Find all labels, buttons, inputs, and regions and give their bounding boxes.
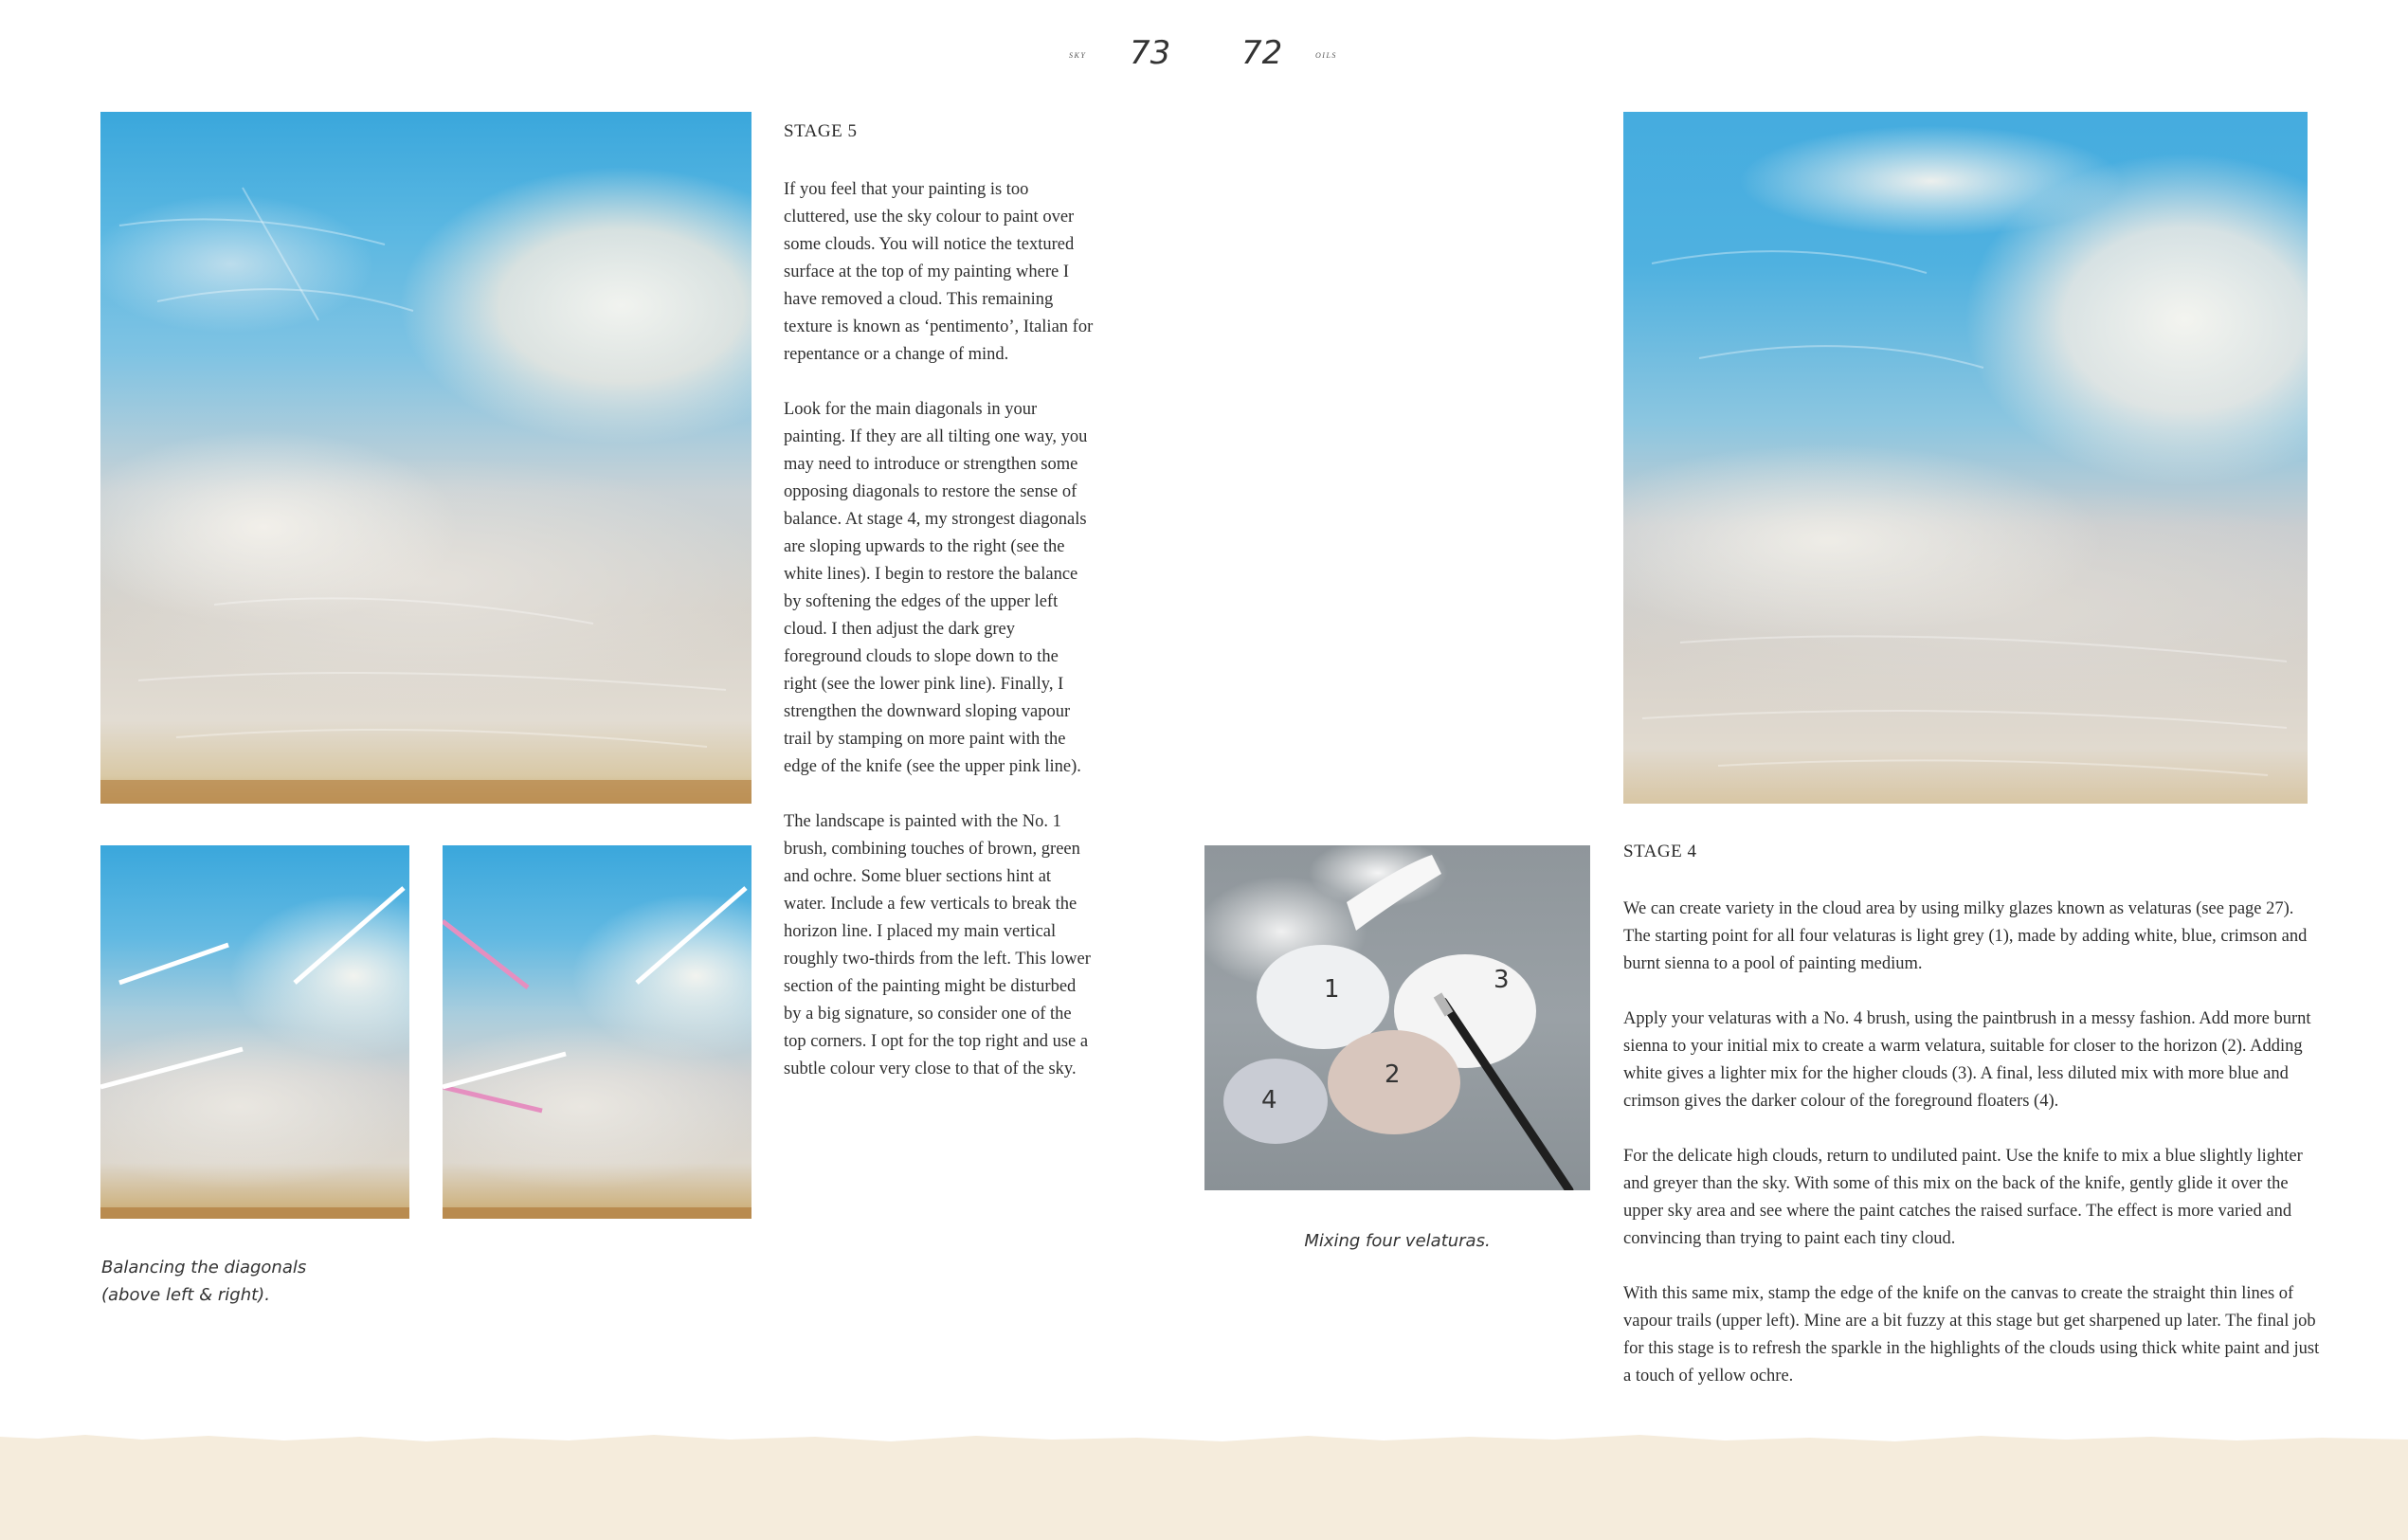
paragraph: Apply your velaturas with a No. 4 brush, using the paintbrush in a messy fashion. Add more burnt sienna to your initial mix to create a warm velatura, suitable for closer to the horizon (2). Adding white gives a lighter mix for the higher clouds (3). A final, less diluted mix with more blue and crimson gives the darker colour of the foreground floaters (4). bbox=[1623, 1009, 2311, 1111]
palette-label-1: 1 bbox=[1324, 975, 1340, 1004]
stage-5-text bbox=[784, 176, 1095, 1111]
paragraph: The landscape is painted with the No. 1 brush, combining touches of brown, green and ochre. Some bluer sections hint at water. Include a few verticals to break the horizon line. I placed my main vertical roughly two-thirds from the left. This lower section of the painting might be disturbed by a big signature, so consider one of the top corners. I opt for the top right and use a subtle colour very close to that of the sky. bbox=[784, 812, 1091, 1078]
palette-caption: Mixing four velaturas. bbox=[1304, 1231, 1491, 1251]
painting-texture bbox=[100, 112, 751, 804]
paragraph: We can create variety in the cloud area by using milky glazes known as velaturas (see page 27). The starting point for all four velaturas is light grey (1), made by adding white, blue, crimson and burnt sienna to a pool of painting medium. bbox=[1623, 899, 2308, 973]
stage-5-heading: STAGE 5 bbox=[784, 121, 858, 141]
diagonals-right-painting bbox=[443, 845, 751, 1219]
diagonal-lines-white bbox=[100, 845, 409, 1219]
velatura-palette-photo bbox=[1204, 845, 1590, 1190]
stage-4-painting bbox=[1623, 112, 2308, 804]
palette-label-4: 4 bbox=[1261, 1086, 1277, 1114]
caption-line: (above left & right). bbox=[101, 1285, 270, 1305]
palette-mixes bbox=[1204, 845, 1590, 1190]
paragraph: Look for the main diagonals in your painting. If they are all tilting one way, you may need to introduce or strengthen some opposing diagonals to restore the sense of balance. At stage 4, my strongest diagonals are sloping upwards to the right (see the white lines). I begin to restore the balance by softening the edges of the upper left cloud. I then adjust the dark grey foreground clouds to slope down to the right (see the lower pink line). Finally, I strengthen the downward sloping vapour trail by stamping on more paint with the edge of the knife (see the upper pink line). bbox=[784, 400, 1088, 776]
caption-line: Balancing the diagonals bbox=[101, 1258, 307, 1277]
running-head-right-label: oils bbox=[1315, 47, 1337, 61]
stage-4-heading: STAGE 4 bbox=[1623, 842, 1697, 861]
running-head-left-label: sky bbox=[1069, 47, 1087, 61]
diagonals-caption bbox=[101, 1254, 414, 1309]
paragraph: For the delicate high clouds, return to undiluted paint. Use the knife to mix a blue slightly lighter and greyer than the sky. With some of this mix on the back of the knife, gently glide it over the upper sky area and see where the paint catches the raised surface. The effect is more varied and convincing than trying to paint each tiny cloud. bbox=[1623, 1147, 2303, 1248]
paragraph: With this same mix, stamp the edge of the knife on the canvas to create the straight thin lines of vapour trails (upper left). Mine are a bit fuzzy at this stage but get sharpened up later. The final job for this stage is to refresh the sparkle in the highlights of the clouds using thick white paint and just a touch of yellow ochre. bbox=[1623, 1284, 2320, 1386]
torn-paper-edge bbox=[0, 1429, 2408, 1448]
palette-label-2: 2 bbox=[1385, 1060, 1401, 1089]
painting-texture bbox=[1623, 112, 2308, 804]
stage-5-painting bbox=[100, 112, 751, 804]
paragraph: If you feel that your painting is too cluttered, use the sky colour to paint over some clouds. You will notice the textured surface at the top of my painting where I have removed a cloud. This remaining texture is known as ‘pentimento’, Italian for repentance or a change of mind. bbox=[784, 180, 1094, 364]
stage-4-text bbox=[1623, 896, 2320, 1418]
torn-paper-footer bbox=[0, 1445, 2408, 1540]
diagonal-lines-pink bbox=[443, 845, 751, 1219]
diagonals-left-painting bbox=[100, 845, 409, 1219]
page-number-left: 73 bbox=[1130, 34, 1171, 72]
palette-label-3: 3 bbox=[1494, 966, 1510, 994]
page-number-right: 72 bbox=[1241, 34, 1283, 72]
